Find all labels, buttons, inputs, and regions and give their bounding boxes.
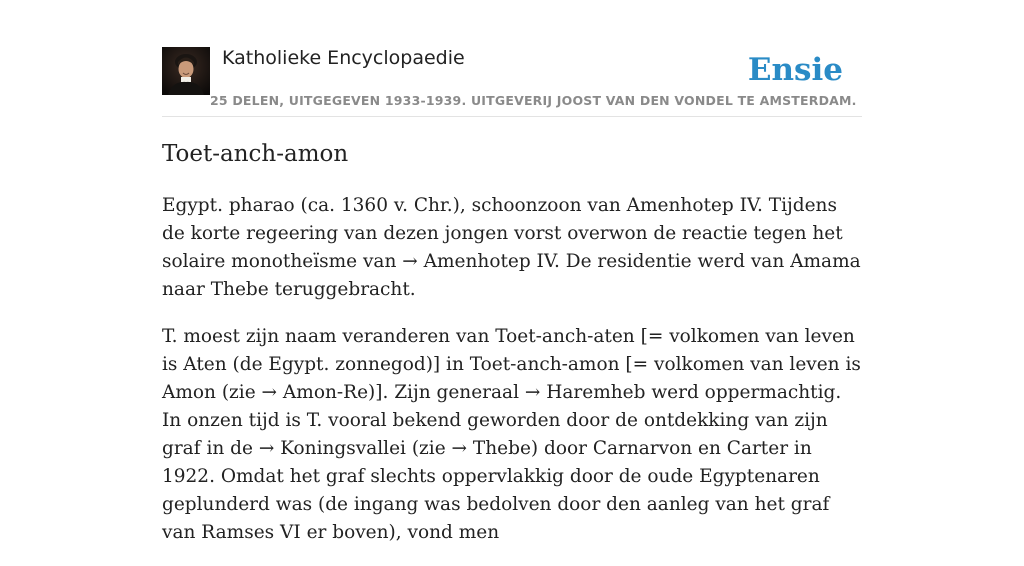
source-header (162, 46, 862, 117)
article-body (162, 192, 864, 566)
article-title: Toet-anch-amon (162, 141, 349, 167)
ensie-logo[interactable]: Ensie (747, 52, 843, 88)
source-title[interactable]: Katholieke Encyclopaedie (222, 47, 465, 69)
source-meta: 25 DELEN, UITGEGEVEN 1933-1939. UITGEVERIJ JOOST VAN DEN VONDEL TE AMSTERDAM. (210, 93, 857, 108)
article-paragraph: T. moest zijn naam veranderen van Toet-anch-aten [= volkomen van leven is Aten (de Egypt. zonnegod)] in Toet-anch-amon [= volkomen van leven is Amon (zie → Amon-Re)]. Zijn generaal → Haremheb werd oppermachtig. In onzen tijd is T. vooral bekend geworden door de ontdekking van zijn graf in de → Koningsvallei (zie → Thebe) door Carnarvon en Carter in 1922. Omdat het graf slechts oppervlakkig door de oude Egyptenaren geplunderd was (de ingang was bedolven door den aanleg van het graf van Ramses VI er boven), vond men (162, 326, 861, 543)
article-paragraph: Egypt. pharao (ca. 1360 v. Chr.), schoonzoon van Amenhotep IV. Tijdens de korte regeering van dezen jongen vorst overwon de reactie tegen het solaire monotheïsme van → Amenhotep IV. De residentie werd van Amama naar Thebe teruggebracht. (162, 195, 861, 300)
portrait-avatar-icon[interactable] (162, 47, 210, 95)
